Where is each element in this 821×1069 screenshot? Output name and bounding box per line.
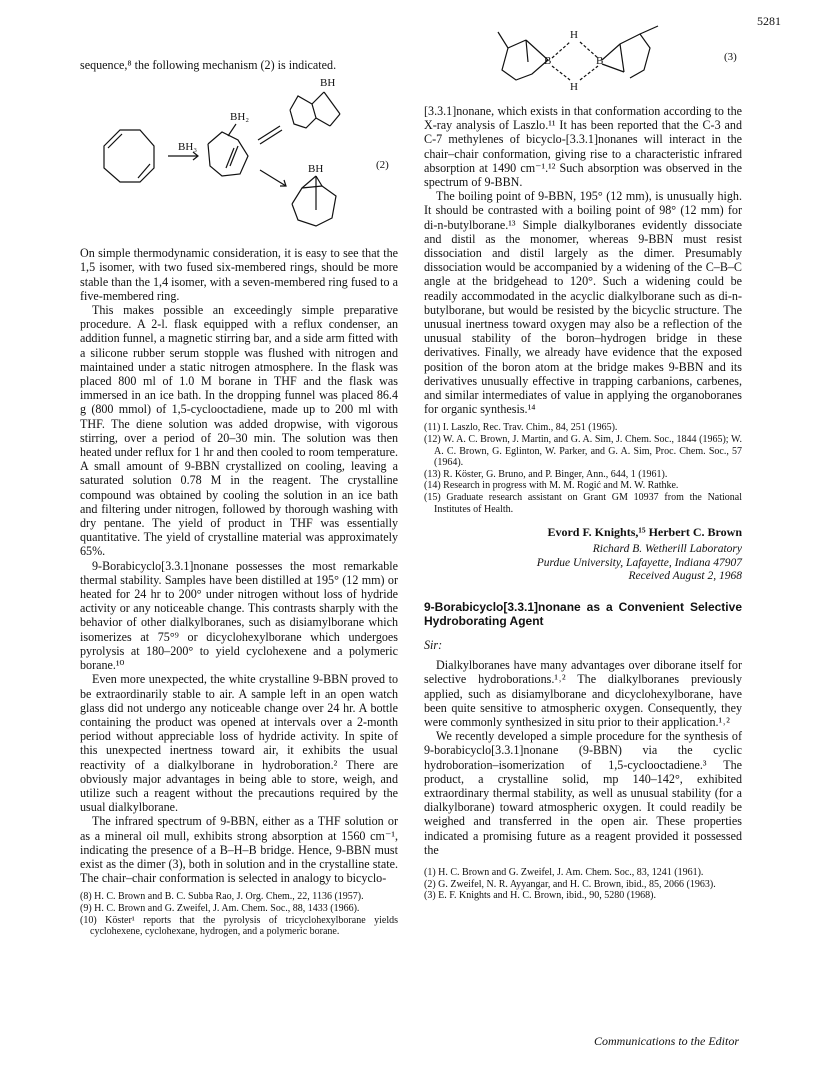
paragraph-boiling-point: The boiling point of 9-BBN, 195° (12 mm), is unusually high. It should be contrasted with a boiling point of 98° (12 mm) for di-n-butylborane.¹³ Simple dialkylboranes evidently dissociate and distil as the monomer, whereas 9-BBN must resist dissociation and distil largely as the dimer. Presumably dissociation would be accompanied by a widening of the C–B–C angle at the bridgehead to 120°. Such a widening could be readily accommodated in the acyclic dialkylborane such as di-n-butylborane, but would be resisted by the bicyclic structure. The unusual inertness toward oxygen may also be a reflection of the unusual stability of the boron–hydrogen bridge in these derivatives. Finally, we already have evidence that the exposed position of the boron atom at the bridge makes 9-BBN and its derivatives unusually effective in trapping carbanions, carbenes, and similar intermediates of value in applying the organoboranes for organic synthesis.¹⁴: [424, 189, 742, 417]
paragraph-procedure: This makes possible an exceedingly simple preparative procedure. A 2-l. flask equipped with a reflux condenser, an addition funnel, a magnetic stirring bar, and a side arm fitted with a silicone rubber serum stopple was flushed with nitrogen and maintained under a static nitrogen atmosphere. In the flask was placed 800 ml of 1.0 M borane in THF and the flask was immersed in an ice bath. In the dropping funnel was placed 86.4 g (800 mmol) of 1,5-cyclooctadiene, made up to 200 ml with THF. The diene solution was added dropwise, with vigorous stirring, over a period of 20–30 min. The solution was then heated under reflux for 1 hr and then cooled to room temperature. A small amount of 9-BBN crystallized on cooling, leaving a saturated solution 0.78 M in the reagent. The crystalline compound was obtained by cooling the solution in an ice bath and filtering under nitrogen, followed by thorough washing with dry pentane. The yield of product in THF was essentially quantitative. The yield of crystalline material was approximately 65%.: [80, 303, 398, 559]
footnote: (8) H. C. Brown and B. C. Subba Rao, J. Org. Chem., 22, 1136 (1957).: [80, 891, 364, 903]
bh-top-label: BH: [320, 77, 336, 90]
affiliation-university: Purdue University, Lafayette, Indiana 47907: [536, 556, 742, 569]
paragraph-dialkylboranes: Dialkylboranes have many advantages over diborane itself for selective hydroborations.¹˒² The dialkylboranes previously applied, such as disiamylborane and dicyclohexylborane, have been quite sensitive to atmospheric oxygen. Consequently, they were commonly synthesized in situ prior to their application.¹˒²: [424, 658, 742, 729]
footnote: (1) H. C. Brown and G. Zweifel, J. Am. Chem. Soc., 83, 1241 (1961).: [424, 866, 704, 878]
isomer-1-4-ring: [290, 96, 316, 128]
footnote: (2) G. Zweifel, N. R. Ayyangar, and H. C. Brown, ibid., 85, 2066 (1963).: [424, 878, 716, 890]
affiliation-lab: Richard B. Wetherill Laboratory: [592, 543, 742, 556]
reagent-bh3-label: BH₃: [178, 141, 198, 154]
footnote: (9) H. C. Brown and G. Zweifel, J. Am. Chem. Soc., 88, 1433 (1966).: [80, 902, 360, 914]
footnote: (14) Research in progress with M. M. Rogić and M. W. Rathke.: [424, 480, 679, 492]
left-bicycle-outline: [498, 32, 548, 80]
bridge-h-top: H: [570, 29, 578, 41]
footnote: (3) E. F. Knights and H. C. Brown, ibid., 90, 5280 (1968).: [424, 890, 656, 902]
isomer-1-5-ring: [292, 186, 336, 226]
left-column: [80, 58, 398, 938]
boron-left: B: [544, 55, 552, 67]
author-line: Evord F. Knights,¹⁵ Herbert C. Brown: [547, 525, 742, 540]
page-number: 5281: [757, 14, 781, 28]
right-column: [424, 29, 742, 902]
mechanism-drawing: [80, 74, 398, 246]
boron-right: B: [596, 55, 604, 67]
received-date: Received August 2, 1968: [628, 570, 742, 583]
paragraph-thermal-stability: 9-Borabicyclo[3.3.1]nonane possesses the most remarkable thermal stability. Samples have been distilled at 195° (12 mm) or heated for 24 hr to 200° under nitrogen without loss of hydride activity or any noticeable change. This contrasts sharply with the behavior of other dialkylboranes, such as disiamylborane which isomerizes at 75°⁹ or dicyclohexylborane which undergoes pyrolysis at 180–200° to yield cyclohexene and a polymeric borane.¹⁰: [80, 558, 398, 673]
paragraph-thermodynamic: On simple thermodynamic consideration, it is easy to see that the 1,5 isomer, with two fused six-membered rings, should be more stable than the 1,4 isomer, with a seven-membered ring fused to a five-membered ring.: [80, 246, 398, 303]
footnote: (12) W. A. C. Brown, J. Martin, and G. A. Sim, J. Chem. Soc., 1844 (1965); W. A. C. Brown, G. Eglinton, W. Parker, and G. A. Sim, Proc. Chem. Soc., 57 (1964).: [424, 434, 742, 469]
equation-number-2: (2): [376, 159, 389, 172]
article-2-title: 9-Borabicyclo[3.3.1]nonane as a Convenient Selective Hydroborating Agent: [424, 599, 742, 628]
paragraph-infrared: The infrared spectrum of 9-BBN, either as a THF solution or as a mineral oil mull, exhibits strong absorption at 1560 cm⁻¹, indicating the presence of a B–H–B bridge. Hence, 9-BBN must exist as the dimer (3), both in solution and in the crystalline state. The chair–chair conformation is selected in analogy to bicyclo-: [80, 814, 398, 886]
paragraph-air-stability: Even more unexpected, the white crystalline 9-BBN proved to be extraordinarily stable to air. A sample left in an open watch glass did not undergo any noticeable change over 24 hr. A bottle containing the product was opened at intervals over a 2-month period without appreciable loss of hydride activity. In spite of this unexpected inertness toward air, it exhibits the usual reactivity of a dialkylborane in hydroboration.² There are obviously major advantages in being able to store, weigh, and utilize such a reagent without the precautions required by the usual dialkylborane.: [80, 672, 398, 815]
footnote: (15) Graduate research assistant on Grant GM 10937 from the National Institutes of Health.: [424, 492, 742, 515]
mechanism-scheme-2: [80, 74, 398, 246]
intro-sentence: sequence,⁸ the following mechanism (2) is indicated.: [80, 58, 337, 72]
equation-number-3: (3): [724, 51, 737, 63]
footnote: (13) R. Köster, G. Bruno, and P. Binger, Ann., 644, 1 (1961).: [424, 468, 668, 480]
journal-section-footer: Communications to the Editor: [594, 1034, 739, 1048]
dimer-drawing: [424, 14, 742, 104]
dimer-structure-3: [424, 14, 742, 104]
bh-bottom-label: BH: [308, 163, 324, 176]
salutation: Sir:: [424, 637, 443, 652]
footnote: (11) I. Laszlo, Rec. Trav. Chim., 84, 251 (1965).: [424, 422, 618, 434]
right-bicycle-outline: [602, 34, 650, 78]
paragraph-laszlo: [3.3.1]nonane, which exists in that conformation according to the X-ray analysis of Laszlo.¹¹ It has been reported that the C-3 and C-7 methylenes of bicyclo-[3.3.1]nonanes will interact in the chair–chair conformation, giving rise to a characteristic infrared absorption at 1490 cm⁻¹.¹² Such absorption was observed in the spectrum of 9-BBN.: [424, 104, 742, 190]
footnote: (10) Köster¹ reports that the pyrolysis of tricyclohexylborane yields cyclohexene, cyclohexane, hydrogen, and a polymeric borane.: [80, 914, 398, 938]
right-footnotes: [424, 422, 742, 515]
bridge-h-bottom: H: [570, 81, 578, 93]
left-footnotes: [80, 891, 398, 937]
article-2-footnotes: [424, 867, 742, 902]
intermediate-ring: [208, 132, 248, 176]
bh2-label: BH₂: [230, 111, 250, 124]
cyclooctadiene-ring: [104, 130, 154, 182]
paragraph-recent-procedure: We recently developed a simple procedure for the synthesis of 9-borabicyclo[3.3.1]nonane (9-BBN) via the cyclic hydroboration–isomerization of 1,5-cyclooctadiene.³ The product, a crystalline solid, mp 140–142°, exhibited extraordinary thermal stability, as well as unusual stability (for a dialkylborane) toward atmospheric oxygen. It could readily be weighed and transferred in the open air. These properties indicated a promising future as a reagent provided it possessed the: [424, 729, 742, 857]
